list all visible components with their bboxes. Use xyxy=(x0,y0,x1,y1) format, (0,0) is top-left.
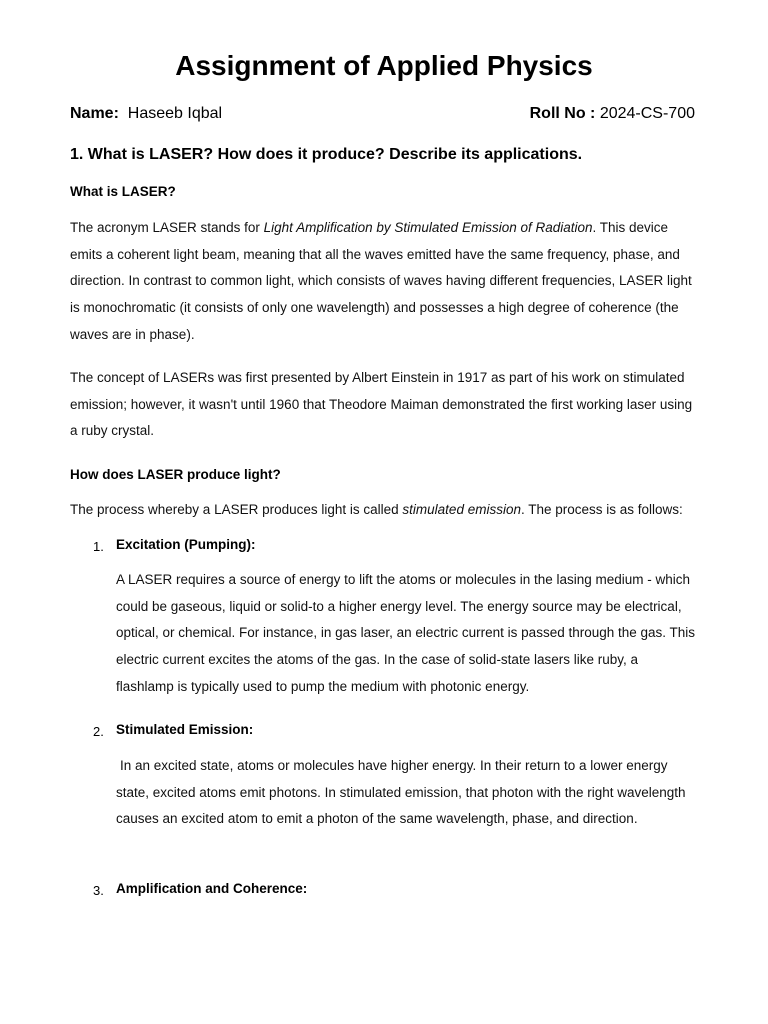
list-item-heading: Excitation (Pumping): xyxy=(116,537,256,552)
paragraph-laser-definition xyxy=(70,215,700,349)
list-item-number: 3. xyxy=(93,883,104,898)
paragraph-laser-history: The concept of LASERs was first presented by Albert Einstein in 1917 as part of his work on stimulated emission; however, it wasn't until 1960 that Theodore Maiman demonstrated the first working laser using a ruby crystal. xyxy=(70,370,693,439)
list-item-body: A LASER requires a source of energy to lift the atoms or molecules in the lasing medium - which could be gaseous, liquid or solid-to a higher energy level. The energy source may be electrical, optical, or chemical. For instance, in gas laser, an electric current is passed through the gas. This electric current excites the atoms of the gas. In the case of solid-state lasers like ruby, a flashlamp is typically used to pump the medium with photonic energy. xyxy=(116,572,696,694)
paragraph-text: The acronym LASER stands for xyxy=(70,220,264,235)
student-info-row xyxy=(70,105,695,123)
student-name xyxy=(70,105,222,123)
list-item-heading: Stimulated Emission: xyxy=(116,722,254,737)
roll-label: Roll No : xyxy=(529,105,596,122)
name-label: Name: xyxy=(70,105,119,122)
roll-value: 2024-CS-700 xyxy=(599,105,695,122)
question-heading: 1. What is LASER? How does it produce? Describe its applications. xyxy=(70,146,583,163)
page-title: Assignment of Applied Physics xyxy=(175,50,593,81)
paragraph-text: . This device emits a coherent light beam, meaning that all the waves emitted have the same frequency, phase, and direction. In contrast to common light, which consists of waves having different frequencies, LASER light is monochromatic (it consists of only one wavelength) and possesses a high degree of coherence (the waves are in phase). xyxy=(70,220,692,342)
section-heading-what-is-laser: What is LASER? xyxy=(70,184,176,199)
paragraph-italic-text: stimulated emission xyxy=(402,502,521,517)
paragraph-text: . The process is as follows: xyxy=(520,502,683,517)
list-item-number: 1. xyxy=(93,539,104,554)
list-item-body: In an excited state, atoms or molecules have higher energy. In their return to a lower energy state, excited atoms emit photons. In stimulated emission, that photon with the right wavelength causes an excited atom to emit a photon of the same wavelength, phase, and direction. xyxy=(116,758,686,827)
roll-number xyxy=(530,105,695,123)
list-item-heading: Amplification and Coherence: xyxy=(116,881,308,896)
section-heading-how-laser-produces: How does LASER produce light? xyxy=(70,467,281,482)
list-item-number: 2. xyxy=(93,724,104,739)
paragraph-process-intro xyxy=(70,497,700,524)
name-value: Haseeb Iqbal xyxy=(127,105,223,122)
paragraph-text: The process whereby a LASER produces light is called xyxy=(70,502,403,517)
paragraph-italic-text: Light Amplification by Stimulated Emission of Radiation xyxy=(263,220,593,235)
